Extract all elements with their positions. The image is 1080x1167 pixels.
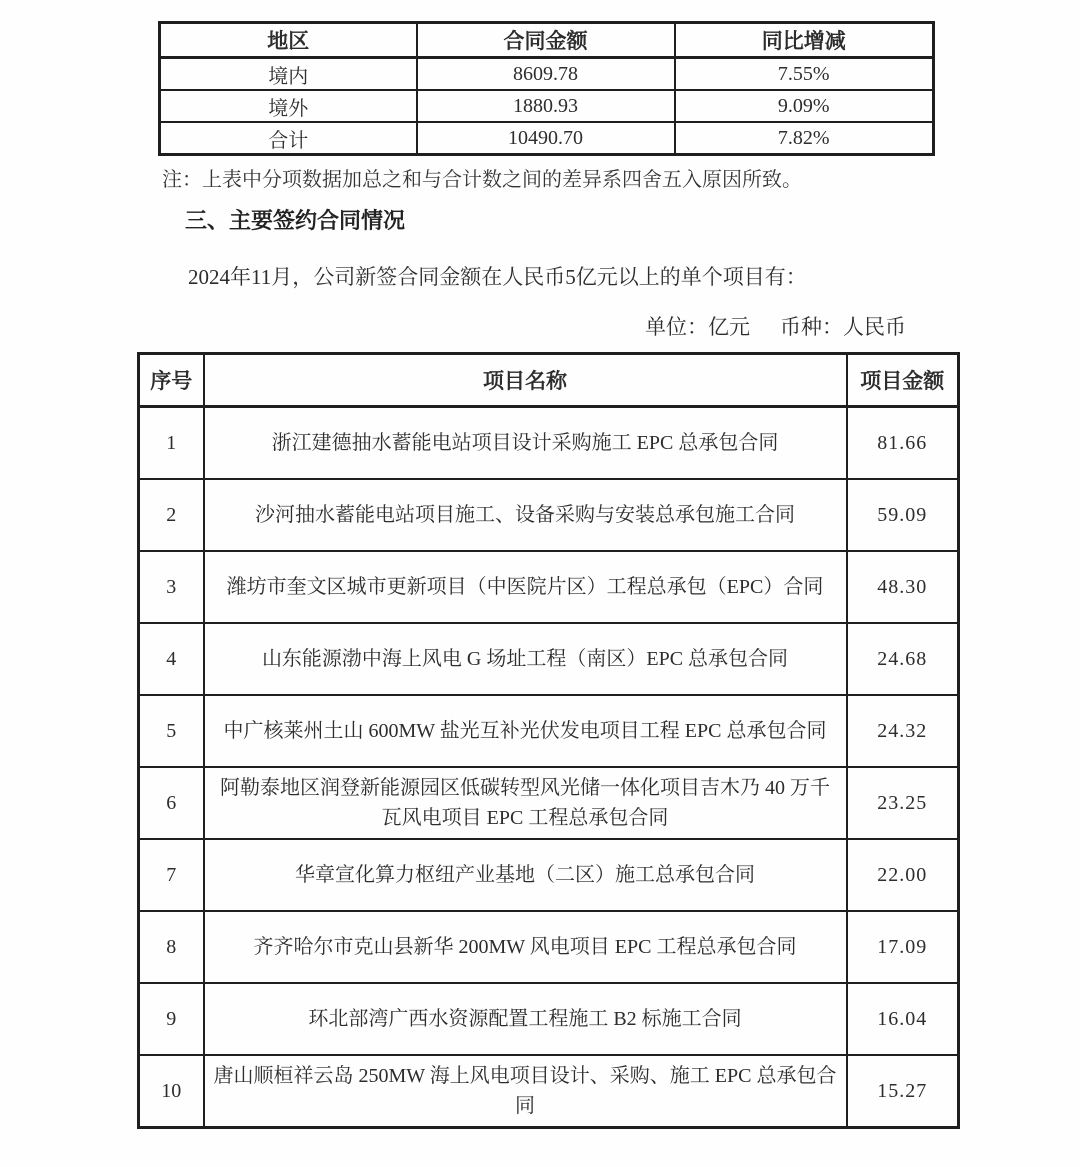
- project-amount: 59.09: [847, 479, 959, 551]
- project-amount: 15.27: [847, 1055, 959, 1128]
- currency-label: 币种：人民币: [780, 315, 906, 339]
- projects-header-amount: 项目金额: [847, 354, 959, 407]
- project-amount: 81.66: [847, 407, 959, 480]
- project-name: 山东能源渤中海上风电 G 场址工程（南区）EPC 总承包合同: [204, 623, 847, 695]
- region-row: [160, 122, 934, 155]
- project-no: 2: [139, 479, 204, 551]
- project-row: [139, 1055, 959, 1128]
- project-amount: 48.30: [847, 551, 959, 623]
- region-cell-yoy: 7.82%: [675, 122, 934, 155]
- project-amount: 16.04: [847, 983, 959, 1055]
- region-cell-yoy: 7.55%: [675, 58, 934, 91]
- region-row: [160, 90, 934, 122]
- project-row: [139, 623, 959, 695]
- project-no: 4: [139, 623, 204, 695]
- project-no: 10: [139, 1055, 204, 1128]
- unit-label: 单位：亿元: [645, 315, 750, 339]
- project-no: 3: [139, 551, 204, 623]
- project-name: 唐山顺桓祥云岛 250MW 海上风电项目设计、采购、施工 EPC 总承包合同: [204, 1055, 847, 1128]
- region-header-amount: 合同金额: [417, 23, 675, 58]
- project-name: 华章宣化算力枢纽产业基地（二区）施工总承包合同: [204, 839, 847, 911]
- project-amount: 17.09: [847, 911, 959, 983]
- region-cell-name: 境内: [160, 58, 417, 91]
- region-cell-name: 合计: [160, 122, 417, 155]
- project-no: 1: [139, 407, 204, 480]
- intro-paragraph: 2024年11月，公司新签合同金额在人民币5亿元以上的单个项目有：: [188, 265, 807, 289]
- project-no: 9: [139, 983, 204, 1055]
- project-name: 中广核莱州土山 600MW 盐光互补光伏发电项目工程 EPC 总承包合同: [204, 695, 847, 767]
- project-name: 齐齐哈尔市克山县新华 200MW 风电项目 EPC 工程总承包合同: [204, 911, 847, 983]
- rounding-note: 注：上表中分项数据加总之和与合计数之间的差异系四舍五入原因所致。: [162, 169, 802, 191]
- project-amount: 23.25: [847, 767, 959, 839]
- project-row: [139, 839, 959, 911]
- section-heading: 三、主要签约合同情况: [185, 208, 406, 233]
- project-row: [139, 479, 959, 551]
- project-no: 6: [139, 767, 204, 839]
- project-row: [139, 911, 959, 983]
- region-header-row: [160, 23, 934, 58]
- region-header-yoy: 同比增减: [675, 23, 934, 58]
- project-row: [139, 695, 959, 767]
- major-contracts-table: [137, 352, 960, 1129]
- region-cell-amount: 1880.93: [417, 90, 675, 122]
- region-summary-table: [158, 21, 935, 156]
- project-no: 5: [139, 695, 204, 767]
- project-row: [139, 551, 959, 623]
- projects-header-no: 序号: [139, 354, 204, 407]
- project-name: 沙河抽水蓄能电站项目施工、设备采购与安装总承包施工合同: [204, 479, 847, 551]
- project-name: 环北部湾广西水资源配置工程施工 B2 标施工合同: [204, 983, 847, 1055]
- region-cell-name: 境外: [160, 90, 417, 122]
- region-row: [160, 58, 934, 91]
- project-amount: 24.32: [847, 695, 959, 767]
- project-row: [139, 767, 959, 839]
- project-amount: 24.68: [847, 623, 959, 695]
- project-row: [139, 983, 959, 1055]
- region-cell-amount: 10490.70: [417, 122, 675, 155]
- region-cell-amount: 8609.78: [417, 58, 675, 91]
- projects-header-name: 项目名称: [204, 354, 847, 407]
- project-name: 潍坊市奎文区城市更新项目（中医院片区）工程总承包（EPC）合同: [204, 551, 847, 623]
- project-no: 7: [139, 839, 204, 911]
- project-name: 阿勒泰地区润登新能源园区低碳转型风光储一体化项目吉木乃 40 万千瓦风电项目 EPC 工程总承包合同: [204, 767, 847, 839]
- unit-currency-line: [645, 311, 906, 341]
- project-no: 8: [139, 911, 204, 983]
- project-row: [139, 407, 959, 480]
- project-amount: 22.00: [847, 839, 959, 911]
- region-header-region: 地区: [160, 23, 417, 58]
- project-name: 浙江建德抽水蓄能电站项目设计采购施工 EPC 总承包合同: [204, 407, 847, 480]
- region-cell-yoy: 9.09%: [675, 90, 934, 122]
- projects-header-row: [139, 354, 959, 407]
